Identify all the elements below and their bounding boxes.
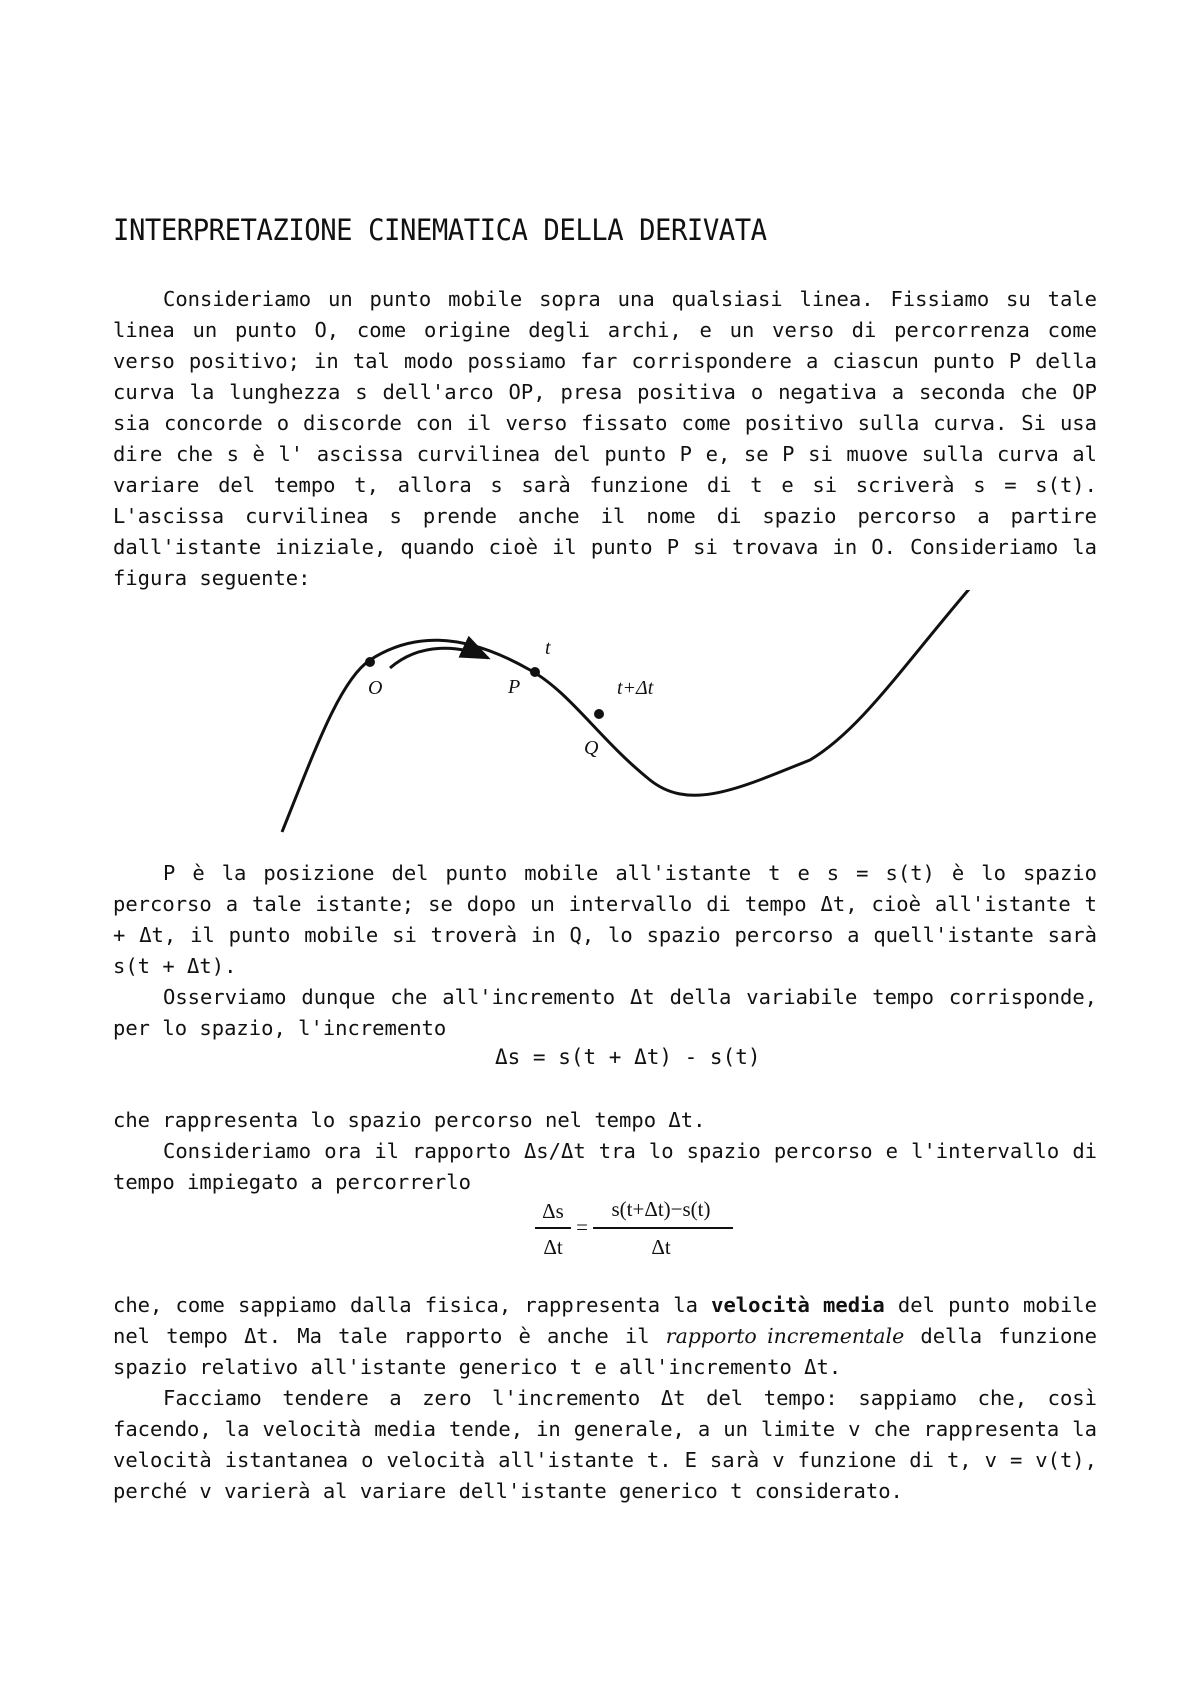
- paragraph-ratio-text: Consideriamo ora il rapporto Δs/Δt tra lo spazio percorso e l'intervallo di tempo impiegato a percorrerlo: [113, 1139, 1097, 1194]
- paragraph-space-in-time-text: che rappresenta lo spazio percorso nel tempo Δt.: [113, 1108, 706, 1132]
- equation-delta-s: Δs = s(t + Δt) - s(t): [495, 1045, 761, 1069]
- label-Q: Q: [584, 737, 599, 759]
- label-t-plus-delta-t: t+Δt: [617, 677, 654, 699]
- paragraph-instant-velocity: [113, 1383, 1097, 1507]
- fraction-lhs-denominator: Δt: [543, 1235, 563, 1259]
- paragraph-position-text: P è la posizione del punto mobile all'istante t e s = s(t) è lo spazio percorso a tale istante; se dopo un intervallo di tempo Δt, cioè all'istante t + Δt, il punto mobile si troverà in Q, lo spazio percorso a quell'istante sarà s(t + Δt).: [113, 861, 1097, 978]
- point-Q: [594, 709, 604, 719]
- paragraph-intro-text: Consideriamo un punto mobile sopra una qualsiasi linea. Fissiamo su tale linea un punto O, come origine degli archi, e un verso di percorrenza come verso positivo; in tal modo possiamo far corrispondere a ciascun punto P della curva la lunghezza s dell'arco OP, presa positiva o negativa a seconda che OP sia concorde o discorde con il verso fissato come positivo sulla curva. Si usa dire che s è l' ascissa curvilinea del punto P e, se P si muove sulla curva al variare del tempo t, allora s sarà funzione di t e si scriverà s = s(t). L'ascissa curvilinea s prende anche il nome di spazio percorso a partire dall'istante iniziale, quando cioè il punto P si trovava in O. Consideriamo la figura seguente:: [113, 287, 1097, 590]
- paragraph-average-velocity: [113, 1290, 1097, 1383]
- paragraph-ratio: [113, 1136, 1097, 1198]
- paragraph-position: [113, 858, 1097, 982]
- fraction-lhs-bar: [535, 1227, 571, 1229]
- paragraph-intro: [113, 284, 1097, 594]
- term-rapporto-incrementale: rapporto incrementale: [665, 1324, 905, 1348]
- paragraph-instant-velocity-text: Facciamo tendere a zero l'incremento Δt del tempo: sappiamo che, così facendo, la velocità media tende, in generale, a un limite v che rappresenta la velocità istantanea o velocità all'istante t. E sarà v funzione di t, v = v(t), perché v varierà al variare dell'istante generico t considerato.: [113, 1386, 1097, 1503]
- point-O: [365, 657, 375, 667]
- page-title: INTERPRETAZIONE CINEMATICA DELLA DERIVATA: [113, 213, 767, 247]
- point-P: [530, 667, 540, 677]
- paragraph-space-in-time: [113, 1105, 1097, 1136]
- fraction-rhs-numerator: s(t+Δt)−s(t): [611, 1197, 711, 1221]
- curve-figure: [270, 590, 990, 840]
- direction-arrow: [390, 648, 488, 668]
- fraction-lhs-numerator: Δs: [542, 1199, 564, 1223]
- trajectory-curve: [282, 590, 970, 832]
- fraction-rhs-bar: [593, 1227, 733, 1229]
- paragraph-increment: [113, 982, 1097, 1044]
- fraction-rhs-denominator: Δt: [651, 1235, 671, 1259]
- paragraph-increment-text: Osserviamo dunque che all'incremento Δt della variabile tempo corrisponde, per lo spazio, l'incremento: [113, 985, 1097, 1040]
- equation-difference-quotient: [535, 1195, 745, 1275]
- fraction-equals: =: [576, 1215, 588, 1239]
- term-velocita-media: velocità media: [711, 1293, 885, 1317]
- avg-velocity-text-3: della funzione spazio relativo all'istante generico t e all'incremento Δt.: [113, 1324, 1097, 1379]
- label-t: t: [545, 637, 551, 659]
- avg-velocity-text-1: che, come sappiamo dalla fisica, rappresenta la: [113, 1293, 712, 1317]
- avg-velocity-text-2: del punto mobile nel tempo Δt. Ma tale rapporto è anche il: [113, 1293, 1097, 1348]
- label-P: P: [508, 676, 521, 698]
- label-O: O: [368, 677, 383, 699]
